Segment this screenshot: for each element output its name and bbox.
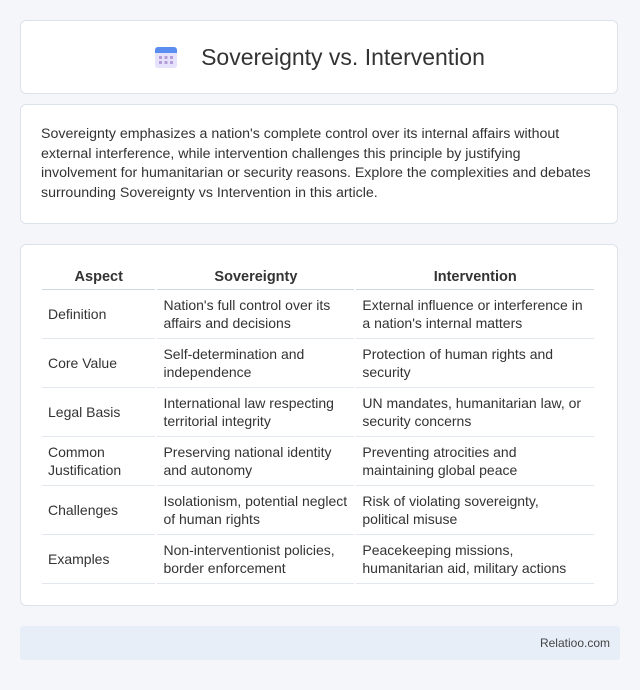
comparison-card <box>20 244 618 606</box>
intro-paragraph: Sovereignty emphasizes a nation's complete control over its internal affairs without external interference, while intervention challenges this principle by justifying involvement for humanitarian or security reasons. Explore the complexities and debates surrounding Sovereignty vs Intervention in this article. <box>41 126 591 201</box>
header-intervention: Intervention <box>356 265 594 290</box>
row-intervention: UN mandates, humanitarian law, or security concerns <box>356 388 594 437</box>
row-sovereignty: Non-interventionist policies, border enforcement <box>157 535 354 584</box>
row-sovereignty: Isolationism, potential neglect of human rights <box>157 486 354 535</box>
row-aspect: Challenges <box>42 486 155 535</box>
table-header-row <box>42 265 594 290</box>
row-aspect: Legal Basis <box>42 388 155 437</box>
row-sovereignty: Nation's full control over its affairs and decisions <box>157 290 354 339</box>
header-aspect: Aspect <box>42 265 155 290</box>
page-title: Sovereignty vs. Intervention <box>201 43 485 70</box>
row-aspect: Examples <box>42 535 155 584</box>
row-aspect: Core Value <box>42 339 155 388</box>
footer-brand: Relatioo.com <box>539 636 610 650</box>
row-aspect: Common Justification <box>42 437 155 486</box>
row-intervention: Peacekeeping missions, humanitarian aid, military actions <box>356 535 594 584</box>
intro-card <box>20 104 618 224</box>
header-sovereignty: Sovereignty <box>157 265 354 290</box>
comparison-table <box>40 265 596 584</box>
table-row <box>42 290 594 339</box>
row-aspect: Definition <box>42 290 155 339</box>
row-intervention: External influence or interference in a nation's internal matters <box>356 290 594 339</box>
row-intervention: Preventing atrocities and maintaining global peace <box>356 437 594 486</box>
title-wrap <box>153 44 485 71</box>
table-row <box>42 388 594 437</box>
row-sovereignty: Preserving national identity and autonomy <box>157 437 354 486</box>
row-sovereignty: Self-determination and independence <box>157 339 354 388</box>
table-row <box>42 486 594 535</box>
row-intervention: Protection of human rights and security <box>356 339 594 388</box>
table-row <box>42 535 594 584</box>
row-sovereignty: International law respecting territorial integrity <box>157 388 354 437</box>
calendar-icon <box>153 44 179 70</box>
table-row <box>42 437 594 486</box>
title-card <box>20 20 618 94</box>
row-intervention: Risk of violating sovereignty, political misuse <box>356 486 594 535</box>
footer-bar <box>20 626 620 660</box>
table-row <box>42 339 594 388</box>
